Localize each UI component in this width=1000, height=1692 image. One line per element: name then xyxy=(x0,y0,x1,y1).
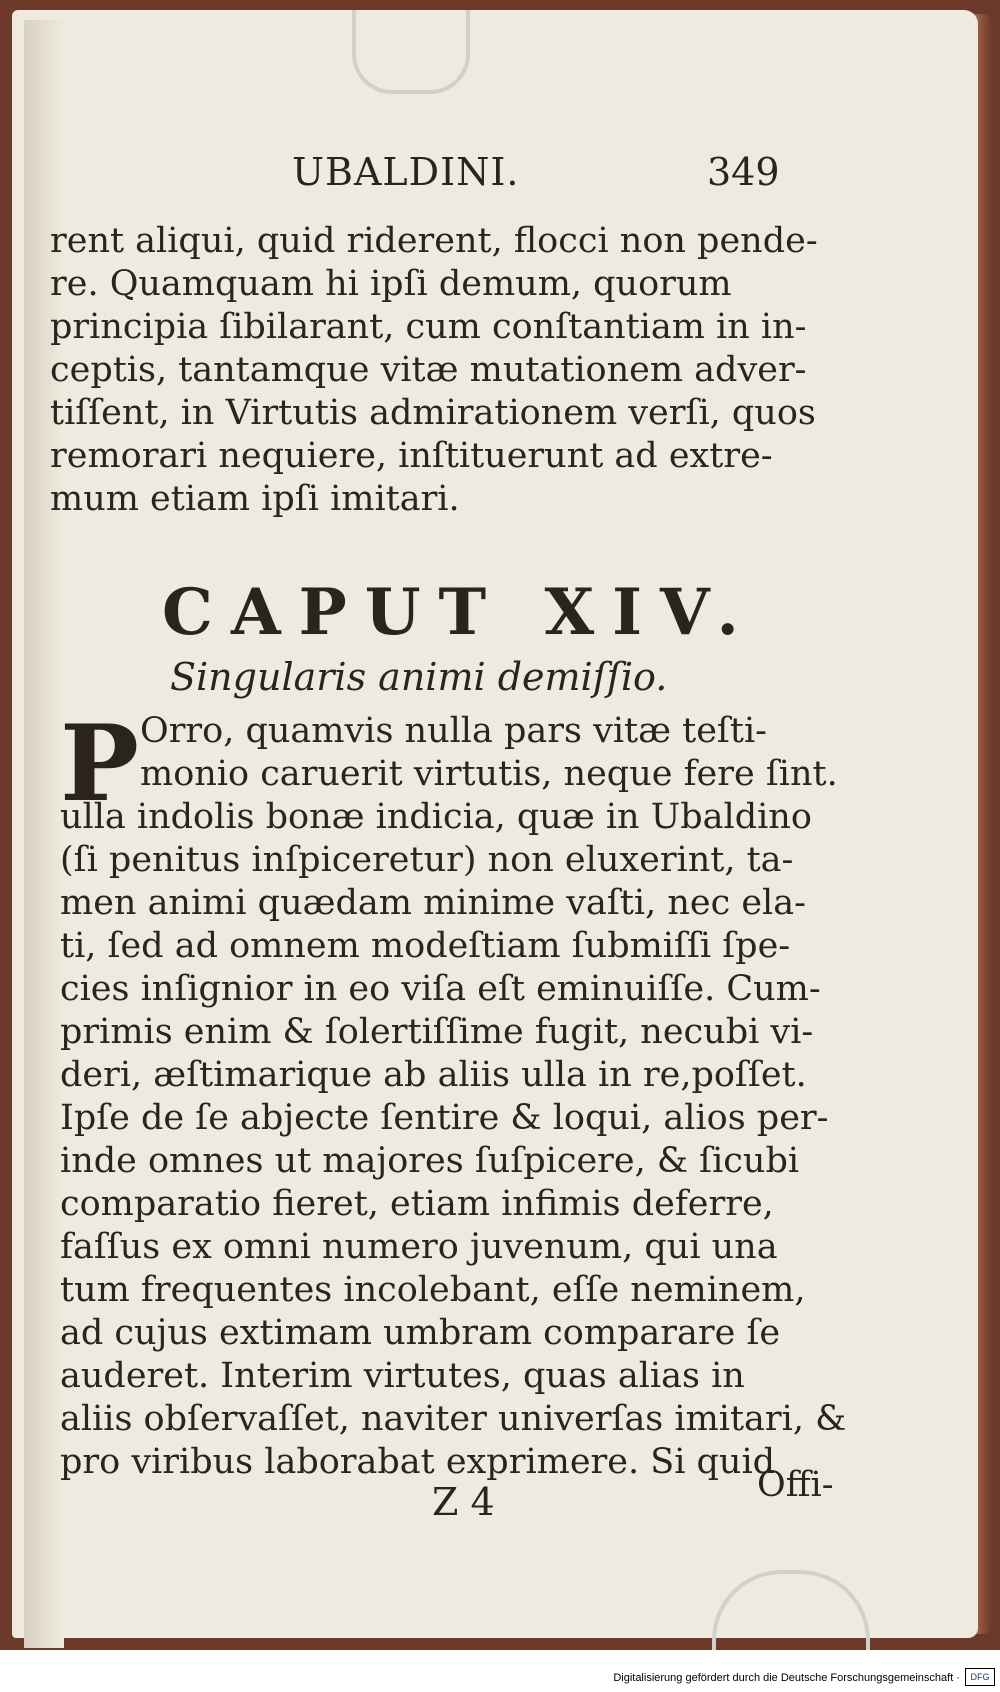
text-line: ti, ſed ad omnem modeſtiam ſubmiſſi ſpe- xyxy=(60,926,791,966)
text-line: cies inſignior in eo viſa eſt eminuiſſe. Cum- xyxy=(60,969,821,1009)
text-line: men animi quædam minime vaſti, nec ela- xyxy=(60,883,806,923)
text-line: inde omnes ut majores ſuſpicere, & ſicubi xyxy=(60,1141,800,1181)
text-line: tiſſent, in Virtutis admirationem verſi, quos xyxy=(50,393,816,433)
text-line: tum frequentes incolebant, eſſe neminem, xyxy=(60,1270,806,1310)
text-line: Ipſe de ſe abjecte ſentire & loqui, alios per- xyxy=(60,1098,829,1138)
chapter-subtitle: Singularis animi demiſſio. xyxy=(170,655,668,699)
text-line: remorari nequiere, inſtituerunt ad extre- xyxy=(50,436,773,476)
chapter-body xyxy=(60,701,890,1484)
text-line: principia ſibilarant, cum conſtantiam in in- xyxy=(50,307,807,347)
page-number: 349 xyxy=(707,150,780,194)
running-head-title: UBALDINI. xyxy=(292,150,520,194)
text-line: auderet. Interim virtutes, quas alias in xyxy=(60,1356,745,1396)
text-line: pro viribus laborabat exprimere. Si quid xyxy=(60,1442,776,1482)
text-line: (ſi penitus inſpiceretur) non eluxerint, ta- xyxy=(60,840,794,880)
book-page xyxy=(12,10,978,1638)
digitization-credit: Digitalisierung gefördert durch die Deutsche Forschungsgemeinschaft · xyxy=(613,1672,960,1684)
text-line: ulla indolis bonæ indicia, quæ in Ubaldino xyxy=(60,797,812,837)
signature-mark: Z 4 xyxy=(432,1480,495,1524)
catchword: Offi- xyxy=(757,1465,834,1505)
text-line: faſſus ex omni numero juvenum, qui una xyxy=(60,1227,778,1267)
chapter-heading: CAPUT XIV. xyxy=(162,575,757,650)
text-line: deri, æſtimarique ab aliis ulla in re,poſſet. xyxy=(60,1055,807,1095)
page-clip-top xyxy=(352,10,470,94)
text-line: aliis obſervaſſet, naviter univerſas imitari, & xyxy=(60,1399,847,1439)
text-line: monio caruerit virtutis, neque fere ſint. xyxy=(140,754,838,794)
text-line: mum etiam ipſi imitari. xyxy=(50,479,460,519)
drop-cap: P xyxy=(60,701,139,825)
text-line: comparatio fieret, etiam infimis deferre, xyxy=(60,1184,774,1224)
text-line: Orro, quamvis nulla pars vitæ teſti- xyxy=(140,711,767,751)
running-head xyxy=(12,150,978,200)
footer-bar xyxy=(0,1650,1000,1692)
text-line: ceptis, tantamque vitæ mutationem adver- xyxy=(50,350,807,390)
text-line: ad cujus extimam umbram comparare ſe xyxy=(60,1313,781,1353)
dfg-logo: DFG xyxy=(965,1668,995,1686)
page-clip-bottom xyxy=(712,1570,870,1654)
preceding-paragraph xyxy=(50,220,850,521)
text-line: re. Quamquam hi ipſi demum, quorum xyxy=(50,264,732,304)
text-line: rent aliqui, quid riderent, flocci non pende- xyxy=(50,221,818,261)
text-line: primis enim & ſolertiſſime fugit, necubi vi- xyxy=(60,1012,814,1052)
